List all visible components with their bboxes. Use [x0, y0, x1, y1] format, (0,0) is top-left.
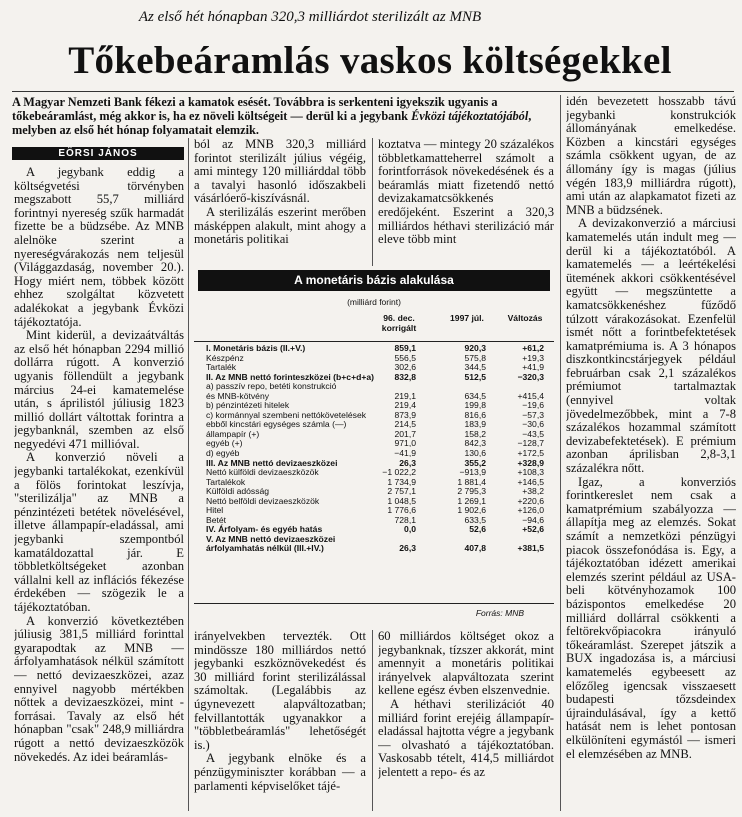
value-1996: 832,8 — [394, 371, 416, 382]
column-3-bottom — [378, 630, 554, 811]
row-label: c) kormánnyal szembeni nettókövetelések — [206, 409, 367, 420]
value-change: −30,6 — [522, 419, 544, 430]
row-label: Készpénz — [206, 352, 244, 363]
row-label: egyéb (+) — [206, 438, 243, 449]
lead-text-a: A Magyar Nemzeti Bank fékezi a kamatok esését. Továbbra is serkenteni igyekszik ugyanis a tőkebeáramlást, még akkor is, ha ez növeli költségeit — derül ki a jegybank — [12, 95, 498, 123]
table-header — [194, 311, 554, 342]
paragraph: Mint kiderül, a devizaátváltás az első hét hónapban 2294 millió dollárra rúgott. A konverzió ugyanis föllendült a jegybank március 24-ei kamatemelése után, s áprilistól júliusig 1823 millió dollárt váltottak forintra a jegybanknál, szemben az első negyedévi 471 millióval. — [14, 328, 184, 451]
column-divider — [188, 138, 189, 811]
row-label: Betét — [206, 514, 227, 525]
value-change: +146,5 — [517, 476, 544, 487]
row-label: Hitel — [206, 505, 224, 516]
value-1996: 859,1 — [394, 343, 416, 353]
value-1997: 1 881,4 — [457, 476, 486, 487]
value-change: +52,6 — [522, 524, 544, 535]
value-1997: 407,8 — [464, 543, 486, 554]
paragraph: A jegybank elnöke és a pénzügyminiszter korábban — a parlamenti képviselőket tájé- — [194, 751, 366, 793]
value-1996: 556,5 — [394, 352, 416, 363]
table-unit: (milliárd forint) — [347, 297, 401, 307]
value-1996: 214,5 — [394, 419, 416, 430]
value-1996: 1 734,9 — [387, 476, 416, 487]
paragraph: idén bevezetett hosszabb távú jegybanki konstrukciók állományának emelkedése. Közben a kincstári egységes számla csökkent ugyan, de az állomány így is magas (július végén 183,9 milliárdra rúgott), ami után az alapkamatot fizeti az MNB a büdzsének. — [566, 95, 736, 217]
column-3-top — [378, 138, 554, 266]
value-1996: 971,0 — [394, 438, 416, 449]
value-change: −320,3 — [517, 371, 544, 382]
paragraph: koztatva — mintegy 20 százalékos többletkamatteherrel számolt a forintforrások növekedésének és a beáramlás miatt fizetendő nettó devizakamatcsökkenés eredőjeként. Eszerint a 320,3 milliárdos héthavi sterilizáció már eleve több mint — [378, 138, 554, 247]
row-label: a) passzív repo, betéti konstrukció — [206, 381, 337, 392]
table-row — [194, 344, 554, 354]
value-change: +41,9 — [522, 362, 544, 373]
value-1996: 2 757,1 — [387, 486, 416, 497]
lead-text-b: , melyben az első hét hónap folyamatait elemzik. — [12, 109, 532, 137]
paragraph: A jegybank eddig a költségvetési törvényben megszabott 55,7 milliárd forintnyi nyereség szűk harmadát fizette be a büdzsébe. Az MNB alelnöke szerint a nyereségvárakozás nem teljesül (Világgazdaság, november 20.). Hogy miért nem, többek között ehhez szolgáltat közvetett adalékokat a jegybank Évközi tájékoztatója. — [14, 166, 184, 329]
value-1997: 355,2 — [464, 457, 486, 468]
row-label: Nettó külföldi devizaeszközök — [206, 467, 319, 478]
value-1997: 158,2 — [464, 428, 486, 439]
column-2-bottom — [194, 630, 366, 811]
value-1996: −41,9 — [394, 448, 416, 459]
column-4 — [566, 95, 736, 811]
value-change: +328,9 — [517, 457, 544, 468]
value-1996: 1 776,6 — [387, 505, 416, 516]
row-label: Nettó belföldi devizaeszközök — [206, 495, 320, 506]
value-1997: 1 269,1 — [457, 495, 486, 506]
column-1 — [14, 166, 184, 811]
paragraph: Igaz, a konverziós forintkereslet nem csak a kamatprémium szabályozza — állapítja meg az elemzés. Sokat számít a nemzetközi pénzügyi piacok összefonódása is. Egy, a tájékoztatóban idézett amerikai elemzés szerint például az USA-beli kötvényhozamok 100 bázispontos emelkedése 20 milliárd dollárral csökkenti a feltörekvőpiacokra irányuló tőkeáramlást. Szerepet játszik a BUX ingadozása is, a márciusi kamatemelés egybeesett az előzőleg igencsak visszaesett budapesti tőzsdeindex újraindulásával, így a kettő hatását nem is lehet pontosan elkülöníteni egymástól — ismeri el elemzésében az MNB. — [566, 474, 736, 761]
value-1997: 2 795,3 — [457, 486, 486, 497]
value-1997: 183,9 — [464, 419, 486, 430]
value-1996: 302,6 — [394, 362, 416, 373]
table-row — [194, 439, 554, 449]
value-1997: 512,5 — [464, 371, 486, 382]
value-1996: 219,4 — [394, 400, 416, 411]
column-divider — [372, 138, 373, 266]
monetary-base-table — [194, 270, 554, 622]
value-1996: 219,1 — [394, 390, 416, 401]
row-label: és MNB-kötvény — [206, 390, 270, 401]
value-1997: 130,6 — [464, 448, 486, 459]
table-source: Forrás: MNB — [475, 608, 524, 618]
value-1996: 201,7 — [394, 428, 416, 439]
column-divider — [372, 630, 373, 811]
value-1997: 816,6 — [464, 409, 486, 420]
row-label: II. Az MNB nettó forinteszközei (b+c+d+a) — [206, 371, 374, 382]
paragraph: A sterilizálás eszerint merőben másképpen alakult, mint ahogy a monetáris politikai — [194, 204, 366, 247]
value-1997: 199,8 — [464, 400, 486, 411]
value-change: +415,4 — [517, 390, 544, 401]
value-1997: 634,5 — [464, 390, 486, 401]
value-1997: 842,3 — [464, 438, 486, 449]
value-1997: 344,5 — [464, 362, 486, 373]
column-2-top — [194, 138, 366, 266]
value-1996: 873,9 — [394, 409, 416, 420]
row-label: Tartalékok — [206, 476, 246, 487]
value-change: +61,2 — [522, 343, 544, 353]
value-1996: 728,1 — [394, 514, 416, 525]
value-1996: 26,3 — [399, 543, 416, 554]
value-change: +220,6 — [517, 495, 544, 506]
paragraph: ból az MNB 320,3 milliárd forintot sterilizált július végéig, ami mintegy 120 milliárddal több a tavalyi hasonló időszakbeli vásárlóerő-kiszívásnál. — [194, 138, 366, 206]
row-label: b) pénzintézeti hitelek — [206, 400, 290, 411]
value-change: −94,6 — [522, 514, 544, 525]
row-label: Külföldi adósság — [206, 486, 270, 497]
value-change: +381,5 — [517, 543, 544, 554]
value-change: −128,7 — [517, 438, 544, 449]
table-bottom-rule — [194, 603, 554, 604]
byline: EÖRSI JÁNOS — [12, 147, 184, 160]
table-row — [194, 497, 554, 507]
value-change: +172,5 — [517, 448, 544, 459]
lead-italic: Évközi tájékoztatójából — [411, 109, 529, 123]
value-1997: 575,8 — [464, 352, 486, 363]
col-header-1996: 96. dec. korrigált — [381, 313, 417, 333]
value-1997: 1 902,6 — [457, 505, 486, 516]
paragraph: 60 milliárdos költséget okoz a jegybanknak, tízszer akkorát, mint amennyit a monetáris politikai irányelvek alapváltozata szerint kellene egész évben elszenvednie. — [378, 630, 554, 698]
value-1997: −913,9 — [459, 467, 486, 478]
paragraph: A konverzió növeli a jegybanki tartalékokat, ezenkívül a fölös forintokat leszívja, "sterilizálja" az MNB a pénzintézeti betétek növelésével, illetve állampapír-eladással, ami jegybanki szempontból kamatáldozattal jár. E többletköltségeket azonban vállalni kell az inflációs fékezése érdekében — szögezik le a tájékoztatóban. — [14, 450, 184, 614]
value-1997: 920,3 — [464, 343, 486, 353]
row-label: III. Az MNB nettó devizaeszközei — [206, 457, 338, 468]
row-label: ebből kincstári egységes számla (—) — [206, 419, 347, 430]
value-1996: −1 022,2 — [382, 467, 416, 478]
row-label: árfolyamhatás nélkül (III.+IV.) — [206, 543, 324, 554]
row-label: d) egyéb — [206, 448, 240, 459]
value-1997: 633,5 — [464, 514, 486, 525]
value-change: +108,3 — [517, 467, 544, 478]
paragraph: irányelvekben tervezték. Ott mindössze 180 milliárdos nettó jegybanki eszköznövekedést és 30 milliárd forint sterilizálással számoltak. (Legalábbis az úgynevezett alapváltozatban; felvillantották ugyanakkor a "többletbeáramlás" lehetőségét is.) — [194, 630, 366, 752]
value-change: −57,3 — [522, 409, 544, 420]
value-1996: 1 048,5 — [387, 495, 416, 506]
table-row — [194, 354, 554, 364]
table-row — [194, 544, 554, 554]
column-divider — [560, 95, 561, 811]
value-1996: 0,0 — [404, 524, 416, 535]
table-title: A monetáris bázis alakulása — [198, 270, 550, 291]
paragraph: A konverzió következtében júliusig 381,5 milliárd forinttal gyarapodtak az MNB — árfolyamhatások nélkül számított — nettó devizaeszközei, azaz ennyivel nagyobb mértékben nőttek a devizaeszközei, mint -forrásai. Tavaly az első hét hónapban "csak" 248,9 milliárdra rúgott a nettó devizaeszközök növekedés. Az idei beáramlás- — [14, 613, 184, 764]
kicker: Az első hét hónapban 320,3 milliárdot sterilizált az MNB — [138, 9, 482, 25]
headline-rule — [12, 91, 734, 92]
paragraph: A devizakonverzió a márciusi kamatemelés után indult meg — derül ki a tájékoztatóból. A kamatemelés — a leértékelési ütemének akkori csökkentésével együtt — megszüntette a kamatcsökkenéshez fűződő túlzott várakozásokat. Ezenfelül ismét nőtt a forintbefektetések kamatprémiuma is. A 3 hónapos diszkontkincstárjegyek például februárban csak 2,1 százalékos prémiumot tartalmaztak (ennyivel voltak jövedelmezőbbek, mint a 7-8 százalékos hozammal számított devizabefektetések). E prémium azonban áprilisban 2,8-3,1 százalékra nőtt. — [566, 216, 736, 476]
table-row — [194, 506, 554, 516]
lead-paragraph — [12, 95, 554, 137]
table-body — [194, 344, 554, 554]
value-change: +38,2 — [522, 486, 544, 497]
value-change: +19,3 — [522, 352, 544, 363]
value-change: −43,5 — [522, 428, 544, 439]
row-label: IV. Árfolyam- és egyéb hatás — [206, 524, 323, 535]
headline: Tőkebeáramlás vaskos költségekkel — [68, 39, 672, 82]
row-label: I. Monetáris bázis (II.+V.) — [206, 343, 306, 353]
row-label: állampapír (+) — [206, 428, 260, 439]
row-label: V. Az MNB nettó devizaeszközei — [206, 533, 336, 544]
paragraph: A héthavi sterilizációt 40 milliárd forint erejéig állampapír-eladással hajtotta végre a jegybank — olvasható a tájékoztatóban. Vaskosabb tételt, 414,5 milliárdot jelentett a repo- és az — [378, 696, 554, 779]
table-row — [194, 468, 554, 478]
col-header-change: Változás — [507, 313, 543, 323]
value-change: −19,6 — [522, 400, 544, 411]
table-row — [194, 430, 554, 440]
value-1997: 52,6 — [469, 524, 486, 535]
col-header-1997: 1997 júl. — [450, 313, 484, 323]
value-1996: 26,3 — [399, 457, 416, 468]
value-change: +126,0 — [517, 505, 544, 516]
row-label: Tartalék — [206, 362, 237, 373]
